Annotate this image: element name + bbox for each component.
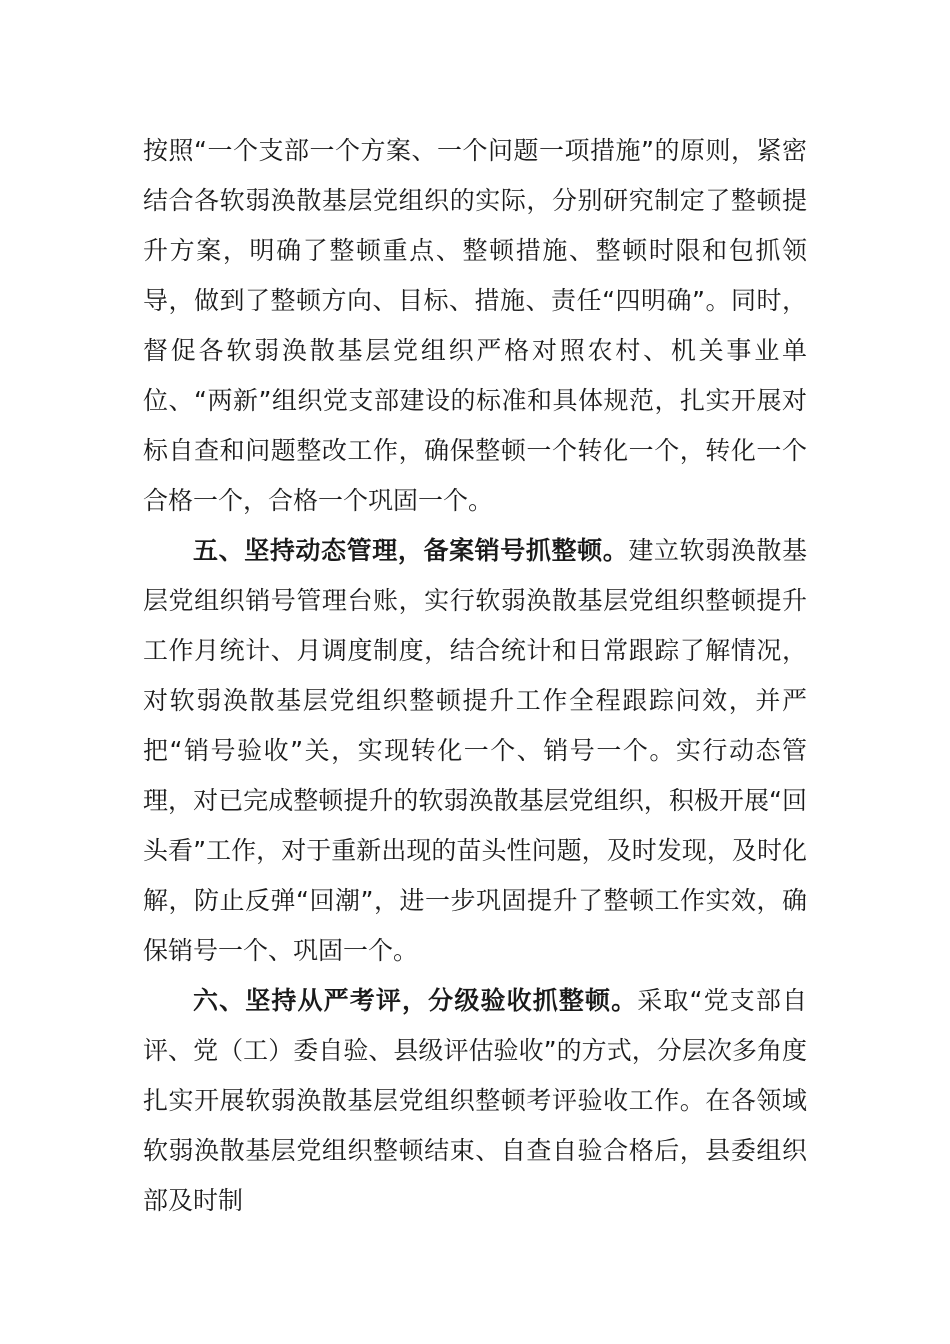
paragraph-section-five (143, 526, 807, 976)
document-page (143, 126, 807, 1226)
paragraph-body: 建立软弱涣散基层党组织销号管理台账，实行软弱涣散基层党组织整顿提升工作月统计、月调度制度，结合统计和日常跟踪了解情况，对软弱涣散基层党组织整顿提升工作全程跟踪问效，并严把“销号验收”关，实现转化一个、销号一个。实行动态管理，对已完成整顿提升的软弱涣散基层党组织，积极开展“回头看”工作，对于重新出现的苗头性问题，及时发现，及时化解，防止反弹“回潮”，进一步巩固提升了整顿工作实效，确保销号一个、巩固一个。 (143, 536, 807, 965)
paragraph-body: 按照“一个支部一个方案、一个问题一项措施”的原则，紧密结合各软弱涣散基层党组织的实际，分别研究制定了整顿提升方案，明确了整顿重点、整顿措施、整顿时限和包抓领导，做到了整顿方向、目标、措施、责任“四明确”。同时，督促各软弱涣散基层党组织严格对照农村、机关事业单位、“两新”组织党支部建设的标准和具体规范，扎实开展对标自查和问题整改工作，确保整顿一个转化一个，转化一个合格一个，合格一个巩固一个。 (143, 136, 807, 515)
paragraph-section-six (143, 976, 807, 1226)
paragraph-continuation (143, 126, 807, 526)
section-heading: 六、坚持从严考评，分级验收抓整顿。 (193, 986, 638, 1015)
section-heading: 五、坚持动态管理，备案销号抓整顿。 (193, 536, 629, 565)
paragraph-body: 采取“党支部自评、党（工）委自验、县级评估验收”的方式，分层次多角度扎实开展软弱涣散基层党组织整顿考评验收工作。在各领域软弱涣散基层党组织整顿结束、自查自验合格后，县委组织部及时制 (143, 986, 807, 1215)
